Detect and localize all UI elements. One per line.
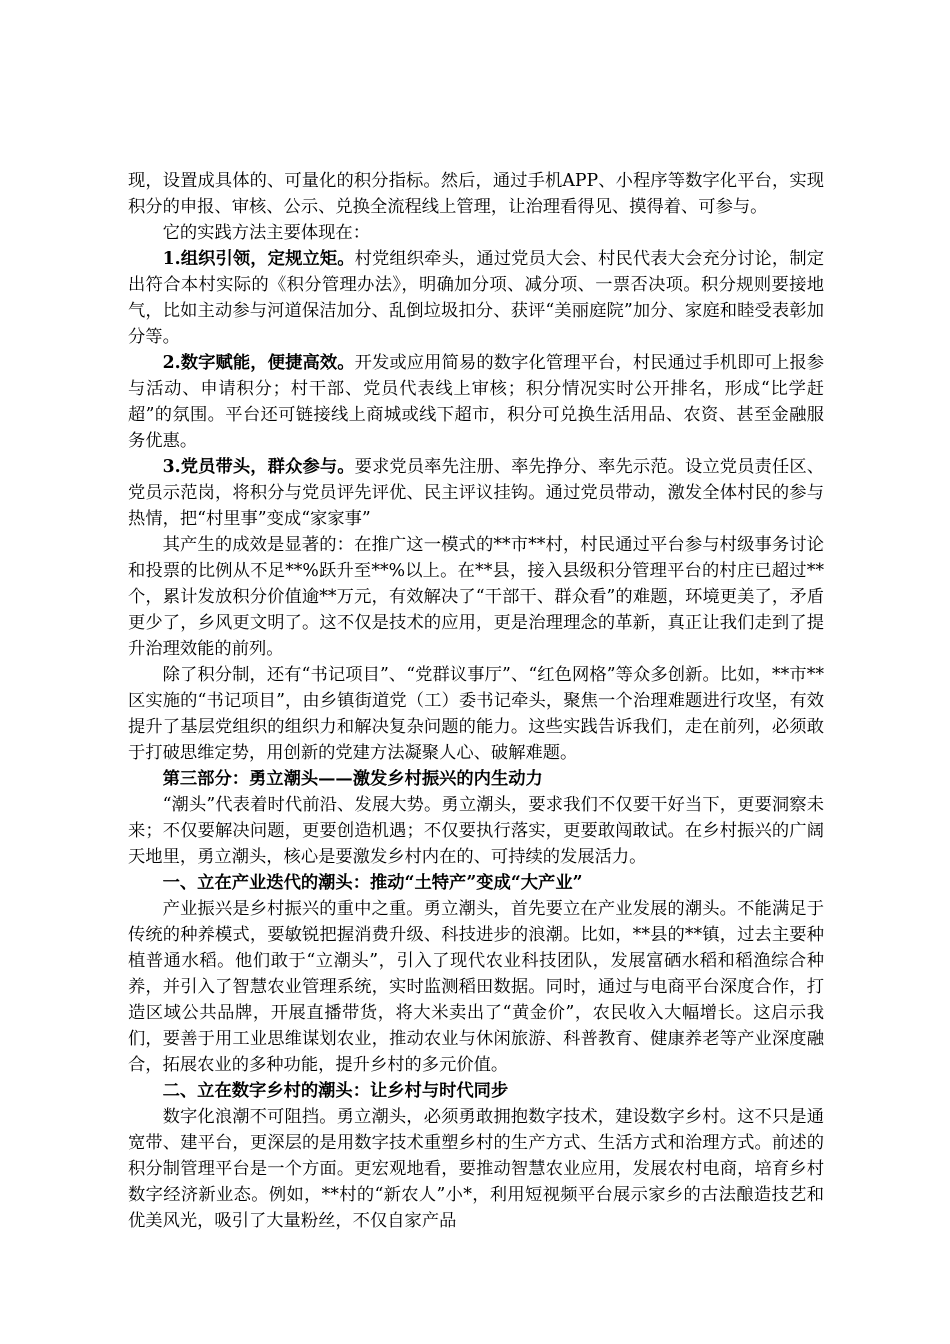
paragraph-text: 要求党员率先注册、率先挣分、率先示范。设立党员责任区、党员示范岗，将积分与党员评先评优、民主评议挂钩。通过党员带动，激发全体村民的参与热情，把“村里事”变成“家家事”: [128, 457, 824, 529]
heading-text: 第三部分：勇立潮头——激发乡村振兴的内生动力: [162, 769, 543, 789]
paragraph-chaotou-intro: [128, 792, 824, 870]
paragraph-industry: [128, 896, 824, 1078]
point-3-lead: 3.党员带头，群众参与。: [162, 457, 355, 477]
paragraph-text: 其产生的成效是显著的：在推广这一模式的**市**村，村民通过平台参与村级事务讨论和投票的比例从不足**%跃升至**%以上。在**县，接入县级积分管理平台的村庄已超过**个，累计发放积分价值逾**万元，有效解决了“干部干、群众看”的难题，环境更美了，矛盾更少了，乡风更文明了。这不仅是技术的应用，更是治理理念的革新，真正让我们走到了提升治理效能的前列。: [128, 535, 824, 659]
point-2-lead: 2.数字赋能，便捷高效。: [162, 353, 355, 373]
heading-text: 二、立在数字乡村的潮头：让乡村与时代同步: [162, 1081, 509, 1101]
paragraph-point-3: [128, 454, 824, 532]
paragraph-practice-intro: [128, 220, 824, 246]
paragraph-text: 产业振兴是乡村振兴的重中之重。勇立潮头，首先要立在产业发展的潮头。不能满足于传统的种养模式，要敏锐把握消费升级、科技进步的浪潮。比如，**县的**镇，过去主要种植普通水稻。他们敢于“立潮头”，引入了现代农业科技团队，发展富硒水稻和稻渔综合种养，并引入了智慧农业管理系统，实时监测稻田数据。同时，通过与电商平台深度合作，打造区域公共品牌，开展直播带货，将大米卖出了“黄金价”，农民收入大幅增长。这启示我们，要善于用工业思维谋划农业，推动农业与休闲旅游、科普教育、健康养老等产业深度融合，拓展农业的多种功能，提升乡村的多元价值。: [128, 899, 824, 1075]
subheading-digital-village: [128, 1078, 824, 1104]
paragraph-text: 它的实践方法主要体现在：: [162, 223, 370, 243]
paragraph-text: 除了积分制，还有“书记项目”、“党群议事厅”、“红色网格”等众多创新。比如，**市**区实施的“书记项目”，由乡镇街道党（工）委书记牵头，聚焦一个治理难题进行攻坚，有效提升了基层党组织的组织力和解决复杂问题的能力。这些实践告诉我们，走在前列，必须敢于打破思维定势，用创新的党建方法凝聚人心、破解难题。: [128, 665, 824, 763]
paragraph-other-innovations: [128, 662, 824, 766]
document-body: [128, 168, 824, 1234]
paragraph-point-2: [128, 350, 824, 454]
paragraph-digital-village: [128, 1104, 824, 1234]
heading-text: 一、立在产业迭代的潮头：推动“土特产”变成“大产业”: [162, 873, 583, 893]
paragraph-text: “潮头”代表着时代前沿、发展大势。勇立潮头，要求我们不仅要干好当下，更要洞察未来；不仅要解决问题，更要创造机遇；不仅要执行落实，更要敢闯敢试。在乡村振兴的广阔天地里，勇立潮头，核心是要激发乡村内在的、可持续的发展活力。: [128, 795, 824, 867]
paragraph-point-1: [128, 246, 824, 350]
paragraph-continuation: [128, 168, 824, 220]
paragraph-text: 数字化浪潮不可阻挡。勇立潮头，必须勇敢拥抱数字技术，建设数字乡村。这不只是通宽带、建平台，更深层的是用数字技术重塑乡村的生产方式、生活方式和治理方式。前述的积分制管理平台是一个方面。更宏观地看，要推动智慧农业应用，发展农村电商，培育乡村数字经济新业态。例如，**村的“新农人”小*，利用短视频平台展示家乡的古法酿造技艺和优美风光，吸引了大量粉丝，不仅自家产品: [128, 1107, 824, 1231]
paragraph-results: [128, 532, 824, 662]
paragraph-text: 村党组织牵头，通过党员大会、村民代表大会充分讨论，制定出符合本村实际的《积分管理办法》，明确加分项、减分项、一票否决项。积分规则要接地气，比如主动参与河道保洁加分、乱倒垃圾扣分、获评“美丽庭院”加分、家庭和睦受表彰加分等。: [128, 249, 824, 347]
subheading-industry: [128, 870, 824, 896]
section-heading-part-3: [128, 766, 824, 792]
paragraph-text: 开发或应用简易的数字化管理平台，村民通过手机即可上报参与活动、申请积分；村干部、党员代表线上审核；积分情况实时公开排名，形成“比学赶超”的氛围。平台还可链接线上商城或线下超市，积分可兑换生活用品、农资、甚至金融服务优惠。: [128, 353, 824, 451]
point-1-lead: 1.组织引领，定规立矩。: [162, 249, 355, 269]
paragraph-text: 现，设置成具体的、可量化的积分指标。然后，通过手机APP、小程序等数字化平台，实现积分的申报、审核、公示、兑换全流程线上管理，让治理看得见、摸得着、可参与。: [128, 171, 824, 217]
